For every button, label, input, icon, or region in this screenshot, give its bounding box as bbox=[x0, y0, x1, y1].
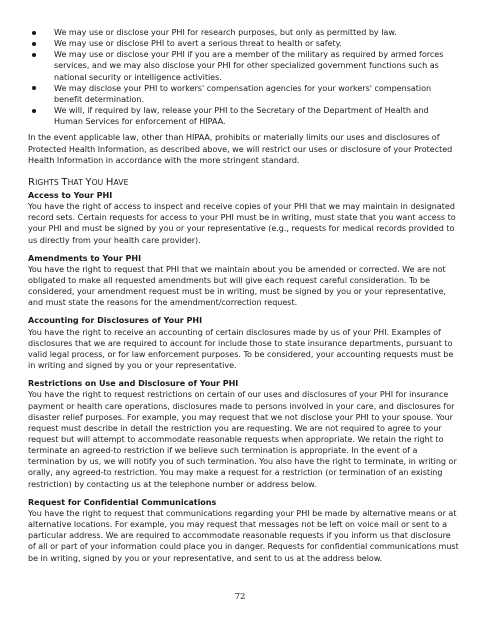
section-title-part: HAT bbox=[67, 177, 86, 187]
subsection-heading: Restrictions on Use and Disclosure of Your PHI bbox=[28, 379, 239, 389]
bullet-item: We may disclose your PHI to workers' compensation agencies for your workers' compensation benefit determination. bbox=[28, 83, 459, 105]
section-title-part: H bbox=[105, 176, 114, 188]
section-title-part: OU bbox=[91, 177, 106, 187]
subsection-heading: Access to Your PHI bbox=[28, 190, 113, 200]
section-title-part: IGHTS bbox=[35, 177, 62, 187]
page-number: 72 bbox=[234, 592, 246, 602]
subsection-body: You have the right to request restrictions on certain of our uses and disclosures of your PHI for insurance payment or health care operations, disclosures made to persons involved in your care, and disclosures for disaster relief purposes. For example, you may request that we not disclose your PHI to your spouse. Your request must describe in detail the restriction you are requesting. We are not required to agree to your request but will attempt to accommodate reasonable requests when appropriate. We retain the right to terminate an agreed-to restriction if we believe such termination is appropriate. In the event of a termination by us, we will notify you of such termination. You also have the right to terminate, in writing or orally, any agreed-to restriction. You may make a request for a restriction (or termination of an existing restriction) by contacting us at the telephone number or address below. bbox=[28, 390, 457, 489]
subsection-heading: Request for Confidential Communications bbox=[28, 497, 217, 507]
subsection-heading: Amendments to Your PHI bbox=[28, 253, 142, 263]
bullet-item: We may use or disclose PHI to avert a serious threat to health or safety. bbox=[28, 38, 459, 49]
subsection-heading: Accounting for Disclosures of Your PHI bbox=[28, 316, 203, 326]
section-title-part: R bbox=[28, 176, 36, 188]
document-page bbox=[28, 27, 459, 564]
subsection-body: You have the right to request that communications regarding your PHI be made by alternative means or at alternative locations. For example, you may request that messages not be left on voice mail or sent to a particular address. We are required to accommodate reasonable requests if you inform us that disclosure of all or part of your information could place you in danger. Requests for confidential communications must be in writing, signed by you or your representative, and sent to us at the address below. bbox=[28, 508, 459, 563]
subsection-access bbox=[28, 190, 459, 246]
bullet-item: We may use or disclose your PHI if you are a member of the military as required by armed forces services, and we may also disclose your PHI for other specialized government functions such as national security or intelligence activities. bbox=[28, 49, 459, 82]
subsection-body: You have the right to receive an accounting of certain disclosures made by us of your PHI. Examples of disclosures that we are required to account for include those to state insurance departments, pursuant to valid legal process, or for law enforcement purposes. To be considered, your accounting requests must be in writing and signed by you or your representative. bbox=[28, 327, 454, 371]
subsection-amendments bbox=[28, 253, 459, 309]
bullet-list bbox=[28, 27, 459, 127]
section-title-part: AVE bbox=[113, 177, 129, 187]
subsection-body: You have the right of access to inspect and receive copies of your PHI that we may maintain in designated record sets. Certain requests for access to your PHI must be in writing, must state that you want access to your PHI and must be signed by you or your representative (e.g., requests for medical records provided to us directly from your health care provider). bbox=[28, 202, 456, 245]
intro-paragraph: In the event applicable law, other than HIPAA, prohibits or materially limits our uses and disclosures of Protected Health Information, as described above, we will restrict our uses or disclosure of your Protected Health Information in accordance with the more stringent standard. bbox=[28, 133, 453, 165]
bullet-item: We will, if required by law, release your PHI to the Secretary of the Department of Health and Human Services for enforcement of HIPAA. bbox=[28, 105, 459, 127]
bullet-item: We may use or disclose your PHI for research purposes, but only as permitted by law. bbox=[28, 27, 459, 38]
subsection-accounting bbox=[28, 315, 459, 371]
section-title-part: T bbox=[61, 176, 68, 188]
section-title bbox=[28, 176, 459, 189]
subsection-confidential bbox=[28, 497, 459, 564]
section-title-part: Y bbox=[85, 176, 92, 188]
subsection-restrictions bbox=[28, 378, 459, 490]
subsection-body: You have the right to request that PHI that we maintain about you be amended or corrected. We are not obligated to make all requested amendments but will give each request careful consideration. To be considered, your amendment request must be in writing, must be signed by you or your representative, and must state the reasons for the amendment/correction request. bbox=[28, 264, 446, 308]
